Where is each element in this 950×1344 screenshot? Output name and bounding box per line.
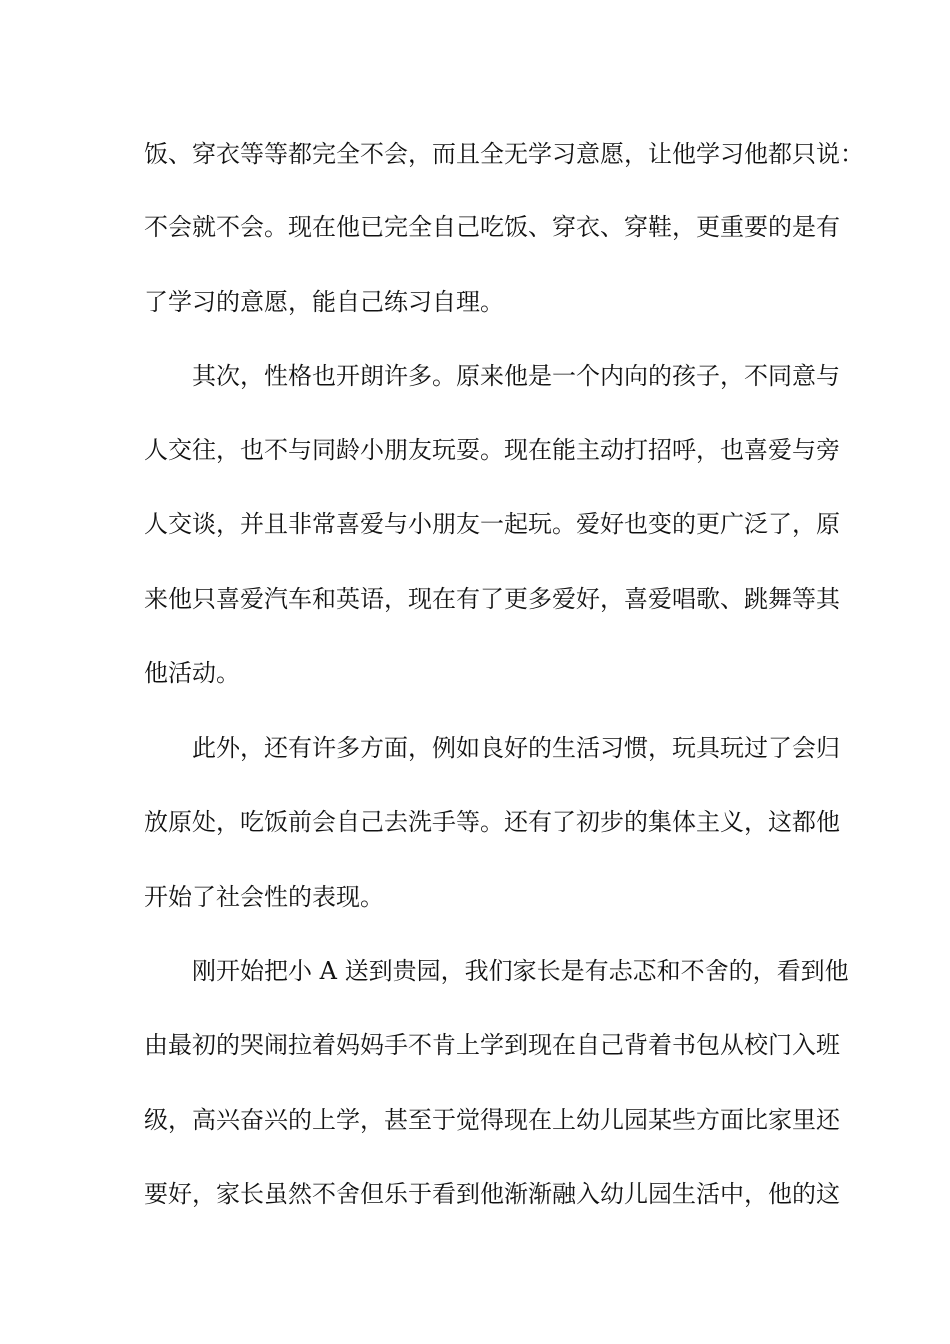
text-line: 要好，家长虽然不舍但乐于看到他渐渐融入幼儿园生活中，他的这 [144, 1180, 840, 1208]
text-line: 他活动。 [144, 659, 240, 687]
text-line: 级，高兴奋兴的上学，甚至于觉得现在上幼儿园某些方面比家里还 [144, 1106, 840, 1134]
text-line: 人交往，也不与同龄小朋友玩耍。现在能主动打招呼，也喜爱与旁 [144, 436, 840, 464]
text-line: 放原处，吃饭前会自己去洗手等。还有了初步的集体主义，这都他 [144, 808, 840, 836]
text-line: 饭、穿衣等等都完全不会，而且全无学习意愿，让他学习他都只说： [144, 140, 864, 168]
text-line: 来他只喜爱汽车和英语，现在有了更多爱好，喜爱唱歌、跳舞等其 [144, 585, 840, 613]
text-line: 由最初的哭闹拉着妈妈手不肯上学到现在自己背着书包从校门入班 [144, 1031, 840, 1059]
paragraph-first-line: 此外，还有许多方面，例如良好的生活习惯，玩具玩过了会归 [192, 734, 840, 762]
text-line: 不会就不会。现在他已完全自己吃饭、穿衣、穿鞋，更重要的是有 [144, 213, 840, 241]
text-line: 人交谈，并且非常喜爱与小朋友一起玩。爱好也变的更广泛了，原 [144, 510, 840, 538]
paragraph-first-line: 其次，性格也开朗许多。原来他是一个内向的孩子，不同意与 [192, 362, 840, 390]
text-line: 了学习的意愿，能自己练习自理。 [144, 288, 504, 316]
paragraph-first-line: 刚开始把小 A 送到贵园，我们家长是有忐忑和不舍的，看到他 [192, 957, 849, 985]
text-line: 开始了社会性的表现。 [144, 883, 384, 911]
